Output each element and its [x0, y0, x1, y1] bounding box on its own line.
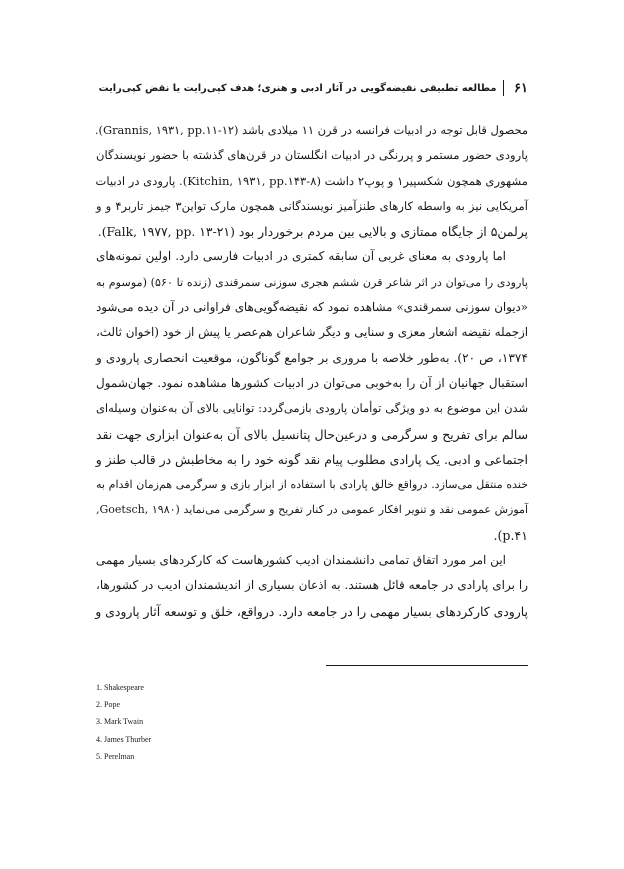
text-line: خنده منتقل می‌سازد. درواقع خالق پارادی با استفاده از ابزار بازی و سرگرمی هم‌زمان اقدام به — [96, 478, 529, 492]
text-line: مشهوری همچون شکسپیر۱ و پوپ۲ داشت (Kitchin, ۱۹۳۱, pp.۱۴۳-۸). پارودی در ادبیات — [95, 173, 528, 188]
paragraph-1 — [96, 118, 528, 244]
text-line: ازجمله نقیضه اشعار معزی و سنایی و دیگر شاعران هم‌عصر یا پیش از خود (اخوان ثالث، — [96, 325, 528, 340]
text-line: ۱۳۷۴، ص ۲۰). به‌طور خلاصه با مروری بر جوامع گوناگون، موقعیت انحصاری پارودی و — [96, 350, 528, 365]
footnote-divider — [326, 665, 528, 666]
text-line: p.۴۱). — [493, 527, 528, 543]
footnote-item: 5. Perelman — [96, 751, 135, 761]
text-line: پارودی کارکردهای بسیار مهمی را در جامعه دارد. درواقع، خلق و توسعه آثار پارودی و — [95, 603, 528, 619]
text-line: استقبال جهانیان از آن را به‌خوبی می‌توان در ادبیات کشورها مشاهده نمود. جهان‌شمول — [96, 375, 528, 390]
body-text — [96, 118, 528, 624]
text-line: محصول قابل توجه در ادبیات فرانسه در قرن ۱۱ میلادی باشد (Grannis, ۱۹۳۱, pp.۱۱-۱۲). — [94, 123, 528, 137]
running-header — [96, 78, 528, 98]
text-line: پارودی حضور مستمر و پررنگی در ادبیات انگلستان در قرن‌های گذشته با حضور نویسندگان — [96, 148, 528, 163]
text-line: سالم برای تفریح و سرگرمی و درعین‌حال پتانسیل بالای آن به‌عنوان ابزاری جهت نقد — [96, 426, 528, 442]
text-line: این امر مورد اتفاق تمامی دانشمندان ادیب کشورهاست که کارکردهای بسیار مهمی — [95, 553, 506, 568]
text-line: آمریکایی نیز به واسطه کارهای طنزآمیز نویسندگانی همچون مارک تواین۳ جیمز تاربر۴ و و — [96, 198, 528, 213]
footnote-item: 1. Shakespeare — [96, 683, 144, 692]
text-line: آموزش عمومی نقد و تنویر افکار عمومی در کنار تفریح و سرگرمی می‌نماید (Goetsch, ۱۹۸۰, — [96, 503, 528, 517]
running-title: مطالعه تطبیقی نقیضه‌گویی در آثار ادبی و هنری؛ هدف کپی‌رایت یا نقض کپی‌رایت — [98, 82, 497, 94]
text-line: پرلمن۵ از جایگاه ممتازی و بالایی بین مردم برخوردار بود (Falk, ۱۹۷۷, pp. ۱۳-۲۱). — [97, 224, 528, 240]
header-divider — [503, 80, 505, 96]
footnote-item: 3. Mark Twain — [96, 717, 144, 727]
text-line: پارودی را می‌توان در اثر شاعر قرن ششم هجری سوزنی سمرقندی (زنده تا ۵۶۰) (موسوم به — [96, 275, 528, 289]
paragraph-2 — [96, 244, 528, 548]
footnote-item: 4. James Thurber — [96, 734, 152, 744]
text-line: اما پارودی به معنای غربی آن سابقه کمتری در ادبیات فارسی دارد. اولین نمونه‌های — [96, 249, 506, 264]
text-line: «دیوان سوزنی سمرقندی» مشاهده نمود که نقیضه‌گویی‌های فراوانی در آن دیده می‌شود — [96, 300, 528, 315]
page-number: ۶۱ — [514, 80, 528, 96]
text-line: شدن این موضوع به دو ویژگی توأمان پارودی بازمی‌گردد: توانایی بالای آن به‌عنوان وسیله‌ای — [96, 401, 528, 416]
footnotes — [96, 679, 396, 765]
text-line: اجتماعی و ادبی. یک پارادی مطلوب پیام نقد گونه خود را به مخاطبش در قالب طنز و — [95, 451, 528, 467]
paragraph-3 — [96, 548, 528, 624]
text-line: را برای پارادی در جامعه قائل هستند. به اذعان بسیاری از اندیشمندان ادیب در کشورها، — [96, 578, 528, 593]
footnote-item: 2. Pope — [96, 700, 120, 710]
